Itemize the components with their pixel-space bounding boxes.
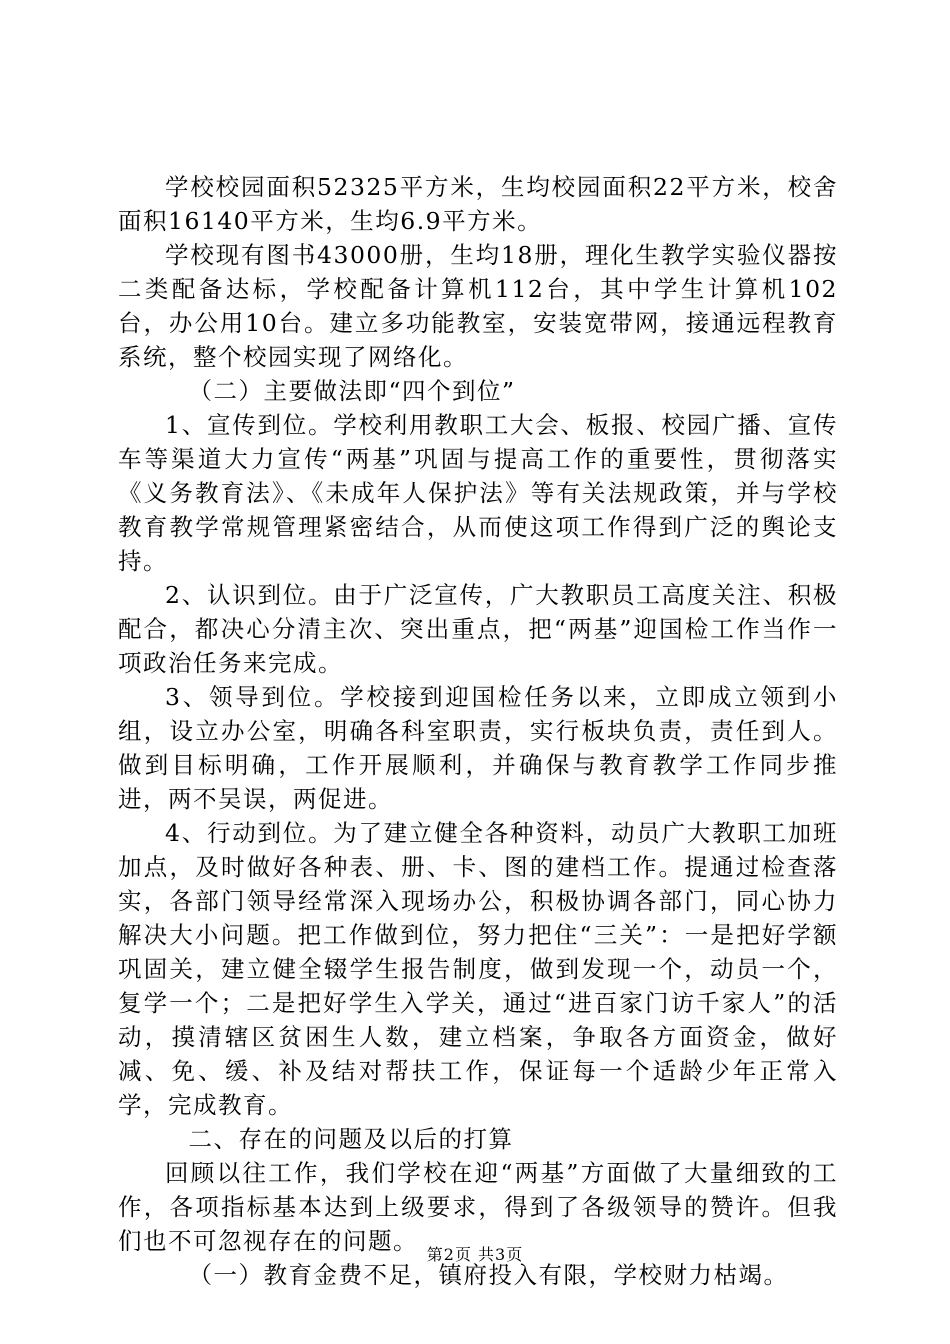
paragraph-campus-area: 学校校园面积52325平方米，生均校园面积22平方米，校舍面积16140平方米，生均6.9平方米。 <box>118 173 838 235</box>
section-heading-problems: 二、存在的问题及以后的打算 <box>188 1125 514 1153</box>
section-heading-main-practices: （二）主要做法即“四个到位” <box>188 377 516 405</box>
paragraph-review: 回顾以往工作，我们学校在迎“两基”方面做了大量细致的工作，各项指标基本达到上级要求，得到了各级领导的赞许。但我们也不可忽视存在的问题。 <box>118 1159 838 1255</box>
page-number-footer: 第2页 共3页 <box>426 1245 524 1264</box>
paragraph-publicity: 1、宣传到位。学校利用教职工大会、板报、校园广播、宣传车等渠道大力宣传“两基”巩固与提高工作的重要性，贯彻落实《义务教育法》、《未成年人保护法》等有关法规政策，并与学校教育教学常规管理紧密结合，从而使这项工作得到广泛的舆论支持。 <box>118 411 838 575</box>
paragraph-funding-shortage: （一）教育金费不足，镇府投入有限，学校财力枯竭。 <box>188 1261 789 1289</box>
paragraph-books-equipment: 学校现有图书43000册，生均18册，理化生教学实验仪器按二类配备达标，学校配备计算机112台，其中学生计算机102台，办公用10台。建立多功能教室，安装宽带网，接通远程教育系统，整个校园实现了网络化。 <box>118 241 838 371</box>
paragraph-awareness: 2、认识到位。由于广泛宣传，广大教职员工高度关注、积极配合，都决心分清主次、突出重点，把“两基”迎国检工作当作一项政治任务来完成。 <box>118 581 838 677</box>
document-body <box>118 170 838 1292</box>
paragraph-action: 4、行动到位。为了建立健全各种资料，动员广大教职工加班加点，及时做好各种表、册、卡、图的建档工作。提通过检查落实，各部门领导经常深入现场办公，积极协调各部门，同心协力解决大小问题。把工作做到位，努力把住“三关”：一是把好学额巩固关，建立健全辍学生报告制度，做到发现一个，动员一个，复学一个；二是把好学生入学关，通过“进百家门访千家人”的活动，摸清辖区贫困生人数，建立档案，争取各方面资金，做好减、免、缓、补及结对帮扶工作，保证每一个适龄少年正常入学，完成教育。 <box>118 819 838 1119</box>
paragraph-leadership: 3、领导到位。学校接到迎国检任务以来，立即成立领到小组，设立办公室，明确各科室职责，实行板块负责，责任到人。做到目标明确，工作开展顺利，并确保与教育教学工作同步推进，两不吴误，两促进。 <box>118 683 838 813</box>
